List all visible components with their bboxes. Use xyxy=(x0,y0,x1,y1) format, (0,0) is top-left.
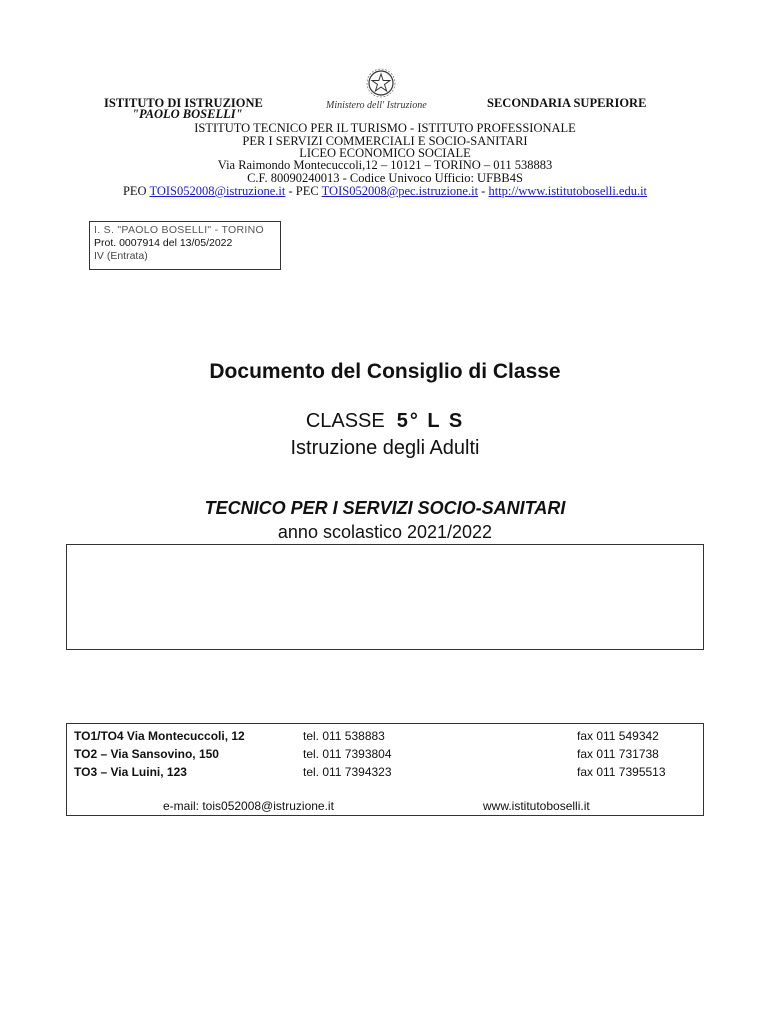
republic-emblem-icon xyxy=(366,68,396,98)
footer-fax: fax 011 549342 xyxy=(577,729,659,743)
footer-address: TO2 – Via Sansovino, 150 xyxy=(74,747,219,761)
school-year: anno scolastico 2021/2022 xyxy=(277,522,493,542)
ministry-label: Ministero dell' Istruzione xyxy=(326,100,427,111)
document-title: Documento del Consiglio di Classe xyxy=(209,360,561,383)
header-institute-type: SECONDARIA SUPERIORE xyxy=(487,96,647,110)
header-line: PER I SERVIZI COMMERCIALI E SOCIO-SANITARI xyxy=(242,134,528,148)
header-institute-line1: ISTITUTO DI ISTRUZIONE xyxy=(104,96,263,110)
header-line: ISTITUTO TECNICO PER IL TURISMO - ISTITUTO PROFESSIONALE xyxy=(194,121,576,135)
footer-tel: tel. 011 7394323 xyxy=(303,765,392,779)
footer-tel: tel. 011 538883 xyxy=(303,729,385,743)
separator: - xyxy=(478,184,489,198)
pec-label: - PEC xyxy=(285,184,322,198)
footer-tel: tel. 011 7393804 xyxy=(303,747,392,761)
class-line xyxy=(0,410,770,433)
course-address: TECNICO PER I SERVIZI SOCIO-SANITARI xyxy=(204,498,566,518)
stamp-direction: IV (Entrata) xyxy=(94,250,148,262)
class-label: CLASSE xyxy=(305,410,385,432)
protocol-stamp xyxy=(89,221,281,270)
header-fiscal-code: C.F. 80090240013 - Codice Univoco Ufficio: UFBB4S xyxy=(247,171,523,185)
peo-label: PEO xyxy=(122,184,150,198)
header-contacts xyxy=(0,185,770,199)
footer-address: TO1/TO4 Via Montecuccoli, 12 xyxy=(74,729,245,743)
header-institute-name: "PAOLO BOSELLI" xyxy=(132,107,243,121)
stamp-protocol-number: Prot. 0007914 del 13/05/2022 xyxy=(94,237,233,249)
empty-box xyxy=(66,544,704,650)
footer-fax: fax 011 731738 xyxy=(577,747,659,761)
pec-email-link[interactable]: TOIS052008@pec.istruzione.it xyxy=(321,184,479,198)
header-line: LICEO ECONOMICO SOCIALE xyxy=(299,146,471,160)
stamp-institute: I. S. "PAOLO BOSELLI" - TORINO xyxy=(94,224,264,236)
footer-fax: fax 011 7395513 xyxy=(577,765,666,779)
footer-email: e-mail: tois052008@istruzione.it xyxy=(163,799,334,813)
header-address: Via Raimondo Montecuccoli,12 – 10121 – TORINO – 011 538883 xyxy=(217,158,553,172)
website-link[interactable]: http://www.istitutoboselli.edu.it xyxy=(488,184,648,198)
footer-contacts-table xyxy=(66,723,704,816)
peo-email-link[interactable]: TOIS052008@istruzione.it xyxy=(149,184,286,198)
class-value: 5° L S xyxy=(396,410,465,432)
course-type: Istruzione degli Adulti xyxy=(290,437,480,459)
footer-address: TO3 – Via Luini, 123 xyxy=(74,765,187,779)
footer-website: www.istitutoboselli.it xyxy=(483,799,590,813)
